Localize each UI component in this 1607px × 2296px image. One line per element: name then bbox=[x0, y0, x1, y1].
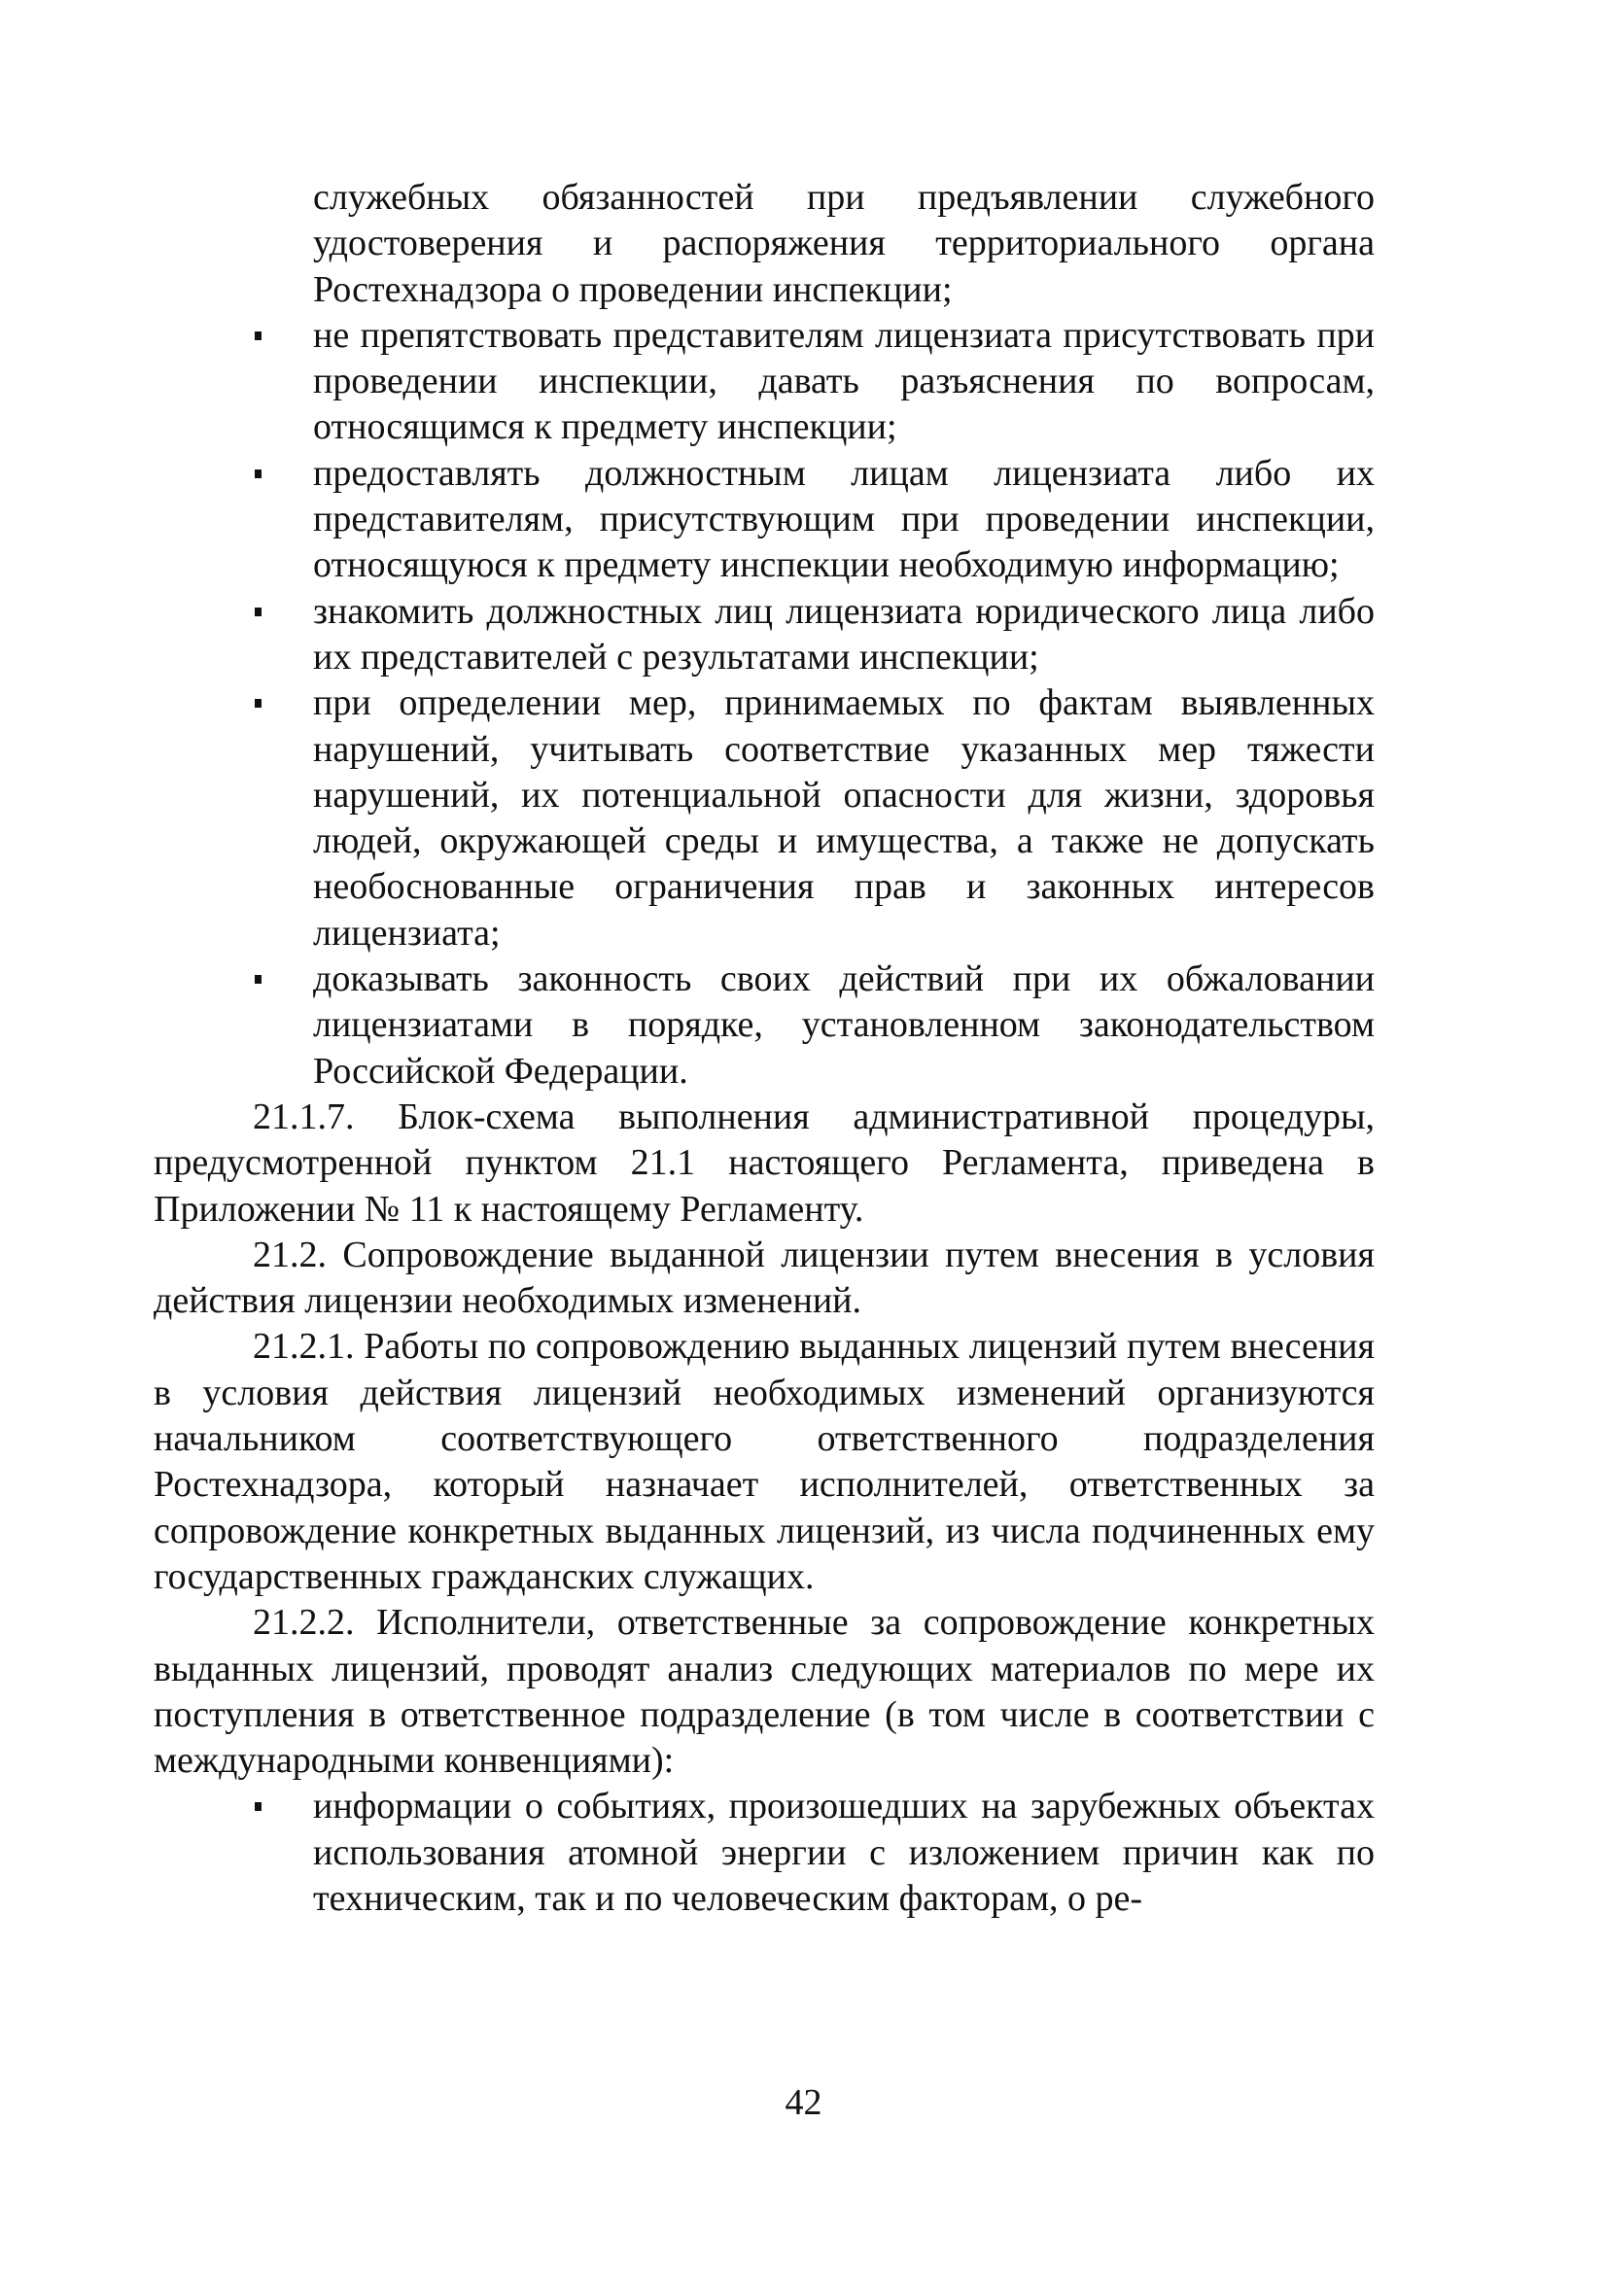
bullet-item: информации о событиях, произошедших на зарубежных объектах использования атомной энергии с изложением причин как по техническим, так и по человеческим факторам, о ре- bbox=[313, 1784, 1375, 1922]
paragraph-21-1-7: 21.1.7. Блок-схема выполнения административной процедуры, предусмотренной пунктом 21.1 настоящего Регламента, приведена в Приложении № 11 к настоящему Регламенту. bbox=[154, 1096, 1375, 1230]
paragraph-21-2-2: 21.2.2. Исполнители, ответственные за сопровождение конкретных выданных лицензий, проводят анализ следующих материалов по мере их поступления в ответственное подразделение (в том числе в соответствии с международными конвенциями): bbox=[154, 1602, 1375, 1782]
bullet-item: предоставлять должностным лицам лицензиата либо их представителям, присутствующим при проведении инспекции, относящуюся к предмету инспекции необходимую информацию; bbox=[313, 451, 1375, 589]
bullet-item: не препятствовать представителям лицензиата присутствовать при проведении инспекции, давать разъяснения по вопросам, относящимся к предмету инспекции; bbox=[313, 313, 1375, 451]
paragraph-21-2: 21.2. Сопровождение выданной лицензии путем внесения в условия действия лицензии необходимых изменений. bbox=[154, 1234, 1375, 1322]
bullet-item: знакомить должностных лиц лицензиата юридического лица либо их представителей с результатами инспекции; bbox=[313, 589, 1375, 681]
bullet-item: доказывать законность своих действий при их обжаловании лицензиатами в порядке, установленном законодательством Российской Федерации. bbox=[313, 957, 1375, 1095]
page-number: 42 bbox=[785, 2082, 822, 2123]
paragraph-21-2-1: 21.2.1. Работы по сопровождению выданных лицензий путем внесения в условия действия лицензий необходимых изменений организуются начальником соответствующего ответственного подразделения Ростехнадзора, который назначает исполнителей, ответственных за сопровождение конкретных выданных лицензий, из числа подчиненных ему государственных гражданских служащих. bbox=[154, 1326, 1375, 1597]
bullet-item: при определении мер, принимаемых по фактам выявленных нарушений, учитывать соответствие указанных мер тяжести нарушений, их потенциальной опасности для жизни, здоровья людей, окружающей среды и имущества, а также не допускать необоснованные ограничения прав и законных интересов лицензиата; bbox=[313, 680, 1375, 957]
continuation-text: служебных обязанностей при предъявлении служебного удостоверения и распоряжения территориального органа Ростехнадзора о проведении инспекции; bbox=[313, 177, 1375, 310]
document-page bbox=[154, 175, 1375, 1922]
